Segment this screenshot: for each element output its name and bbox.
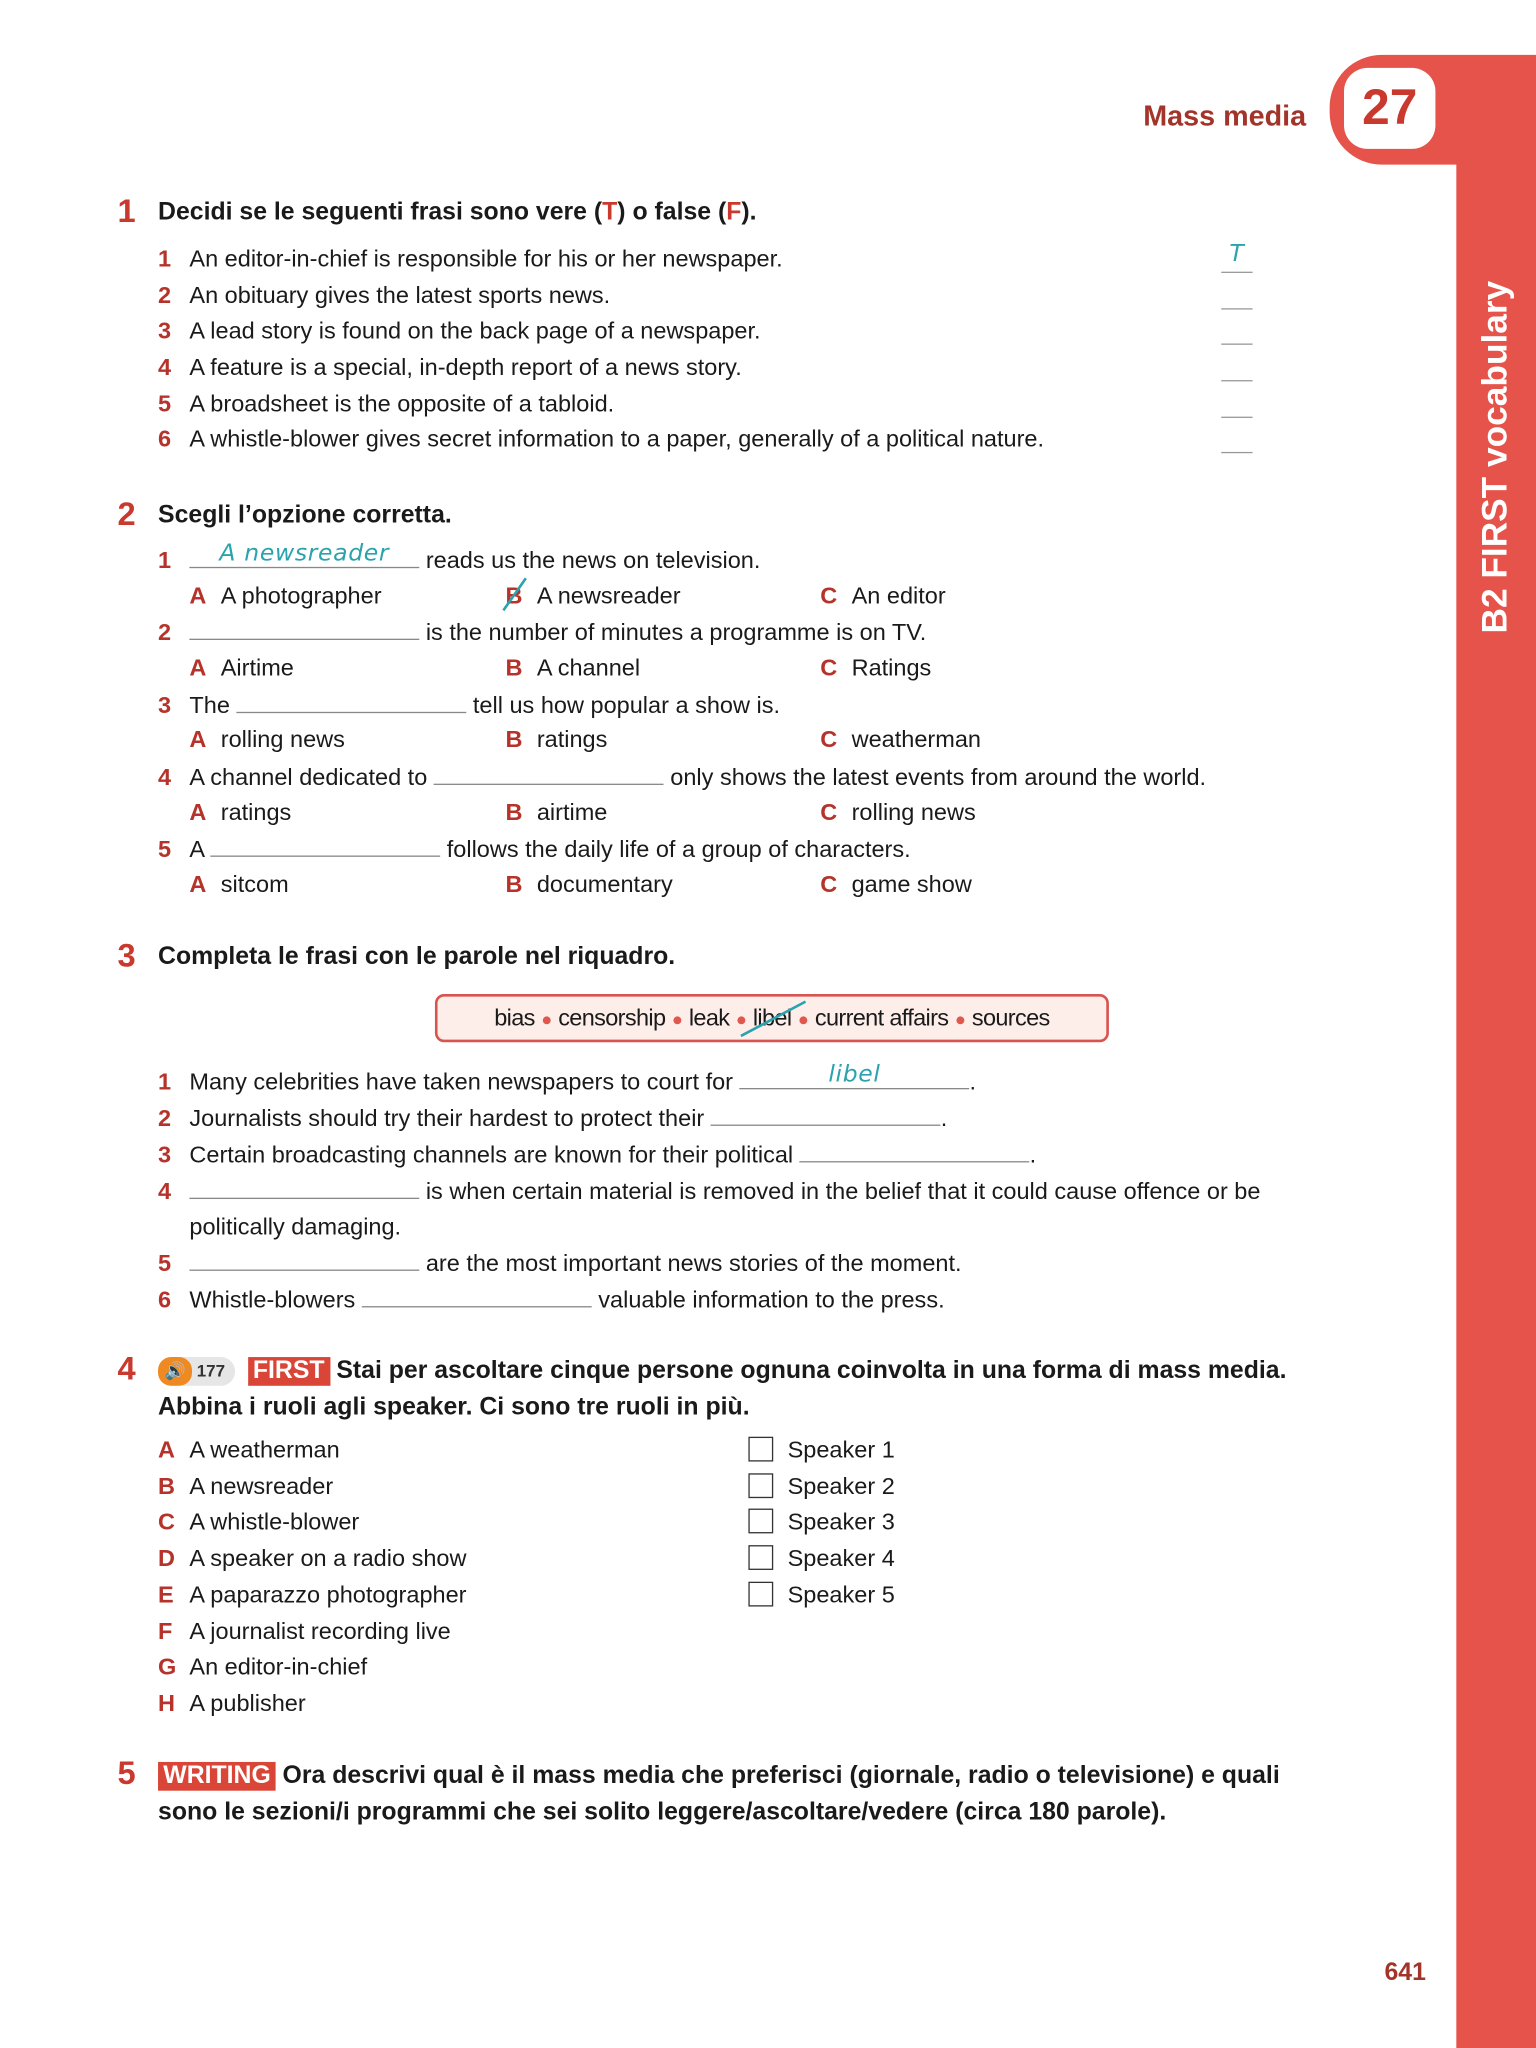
option-a[interactable]: A ratings xyxy=(189,798,292,825)
sentence-item: 2 Journalists should try their hardest to protect their . xyxy=(158,1101,947,1134)
bullet-icon: ● xyxy=(541,1008,552,1030)
first-badge: FIRST xyxy=(248,1357,330,1386)
option-a[interactable]: A Airtime xyxy=(189,654,294,681)
speaker-label: Speaker 4 xyxy=(787,1545,895,1572)
answer-blank[interactable] xyxy=(189,616,419,641)
exercise-title: WRITING Ora descrivi qual è il mass media che preferisci (giornale, radio o televisione) e quali xyxy=(158,1759,1280,1793)
bullet-icon: ● xyxy=(954,1008,966,1030)
bullet-icon: ● xyxy=(671,1008,683,1030)
statement-item: 1 An editor-in-chief is responsible for his or her newspaper. xyxy=(158,245,783,272)
option-b[interactable]: B ratings xyxy=(505,726,608,753)
exercise-title: Scegli l’opzione corretta. xyxy=(158,501,452,529)
word-option: leak xyxy=(688,1004,730,1031)
question-item: 3 The tell us how popular a show is. xyxy=(158,688,780,721)
speaker-label: Speaker 1 xyxy=(787,1436,895,1463)
speaker-checkbox[interactable] xyxy=(748,1437,773,1462)
sentence-continuation: politically damaging. xyxy=(189,1213,402,1240)
question-item: 4 A channel dedicated to only shows the latest events from around the world. xyxy=(158,760,1206,793)
exercise-number: 5 xyxy=(117,1755,136,1792)
handwritten-answer: T xyxy=(1229,240,1245,268)
true-false-blank[interactable] xyxy=(1221,452,1252,453)
answer-blank[interactable] xyxy=(189,539,419,568)
option-c[interactable]: C weatherman xyxy=(820,726,981,753)
role-item: C A whistle-blower xyxy=(158,1509,360,1536)
option-b[interactable]: B A newsreader xyxy=(505,580,680,611)
sentence-item: 6 Whistle-blowers valuable information to the press. xyxy=(158,1283,945,1316)
answer-blank[interactable] xyxy=(711,1101,941,1126)
unit-number-badge xyxy=(1344,68,1435,149)
role-item: F A journalist recording live xyxy=(158,1617,451,1644)
true-false-blank[interactable] xyxy=(1221,417,1252,418)
speaker-checkbox[interactable] xyxy=(748,1545,773,1570)
word-box xyxy=(435,994,1109,1042)
track-number: 177 xyxy=(196,1360,226,1381)
statement-item: 3 A lead story is found on the back page of a newspaper. xyxy=(158,317,761,344)
option-b[interactable]: B documentary xyxy=(505,871,673,898)
speaker-checkbox[interactable] xyxy=(748,1581,773,1606)
answer-blank[interactable] xyxy=(362,1283,592,1308)
bullet-icon: ● xyxy=(735,1008,747,1030)
exercise-number: 3 xyxy=(117,937,136,975)
role-item: B A newsreader xyxy=(158,1472,334,1500)
option-b[interactable]: B A channel xyxy=(505,654,641,681)
option-a[interactable]: A A photographer xyxy=(189,582,382,609)
statement-item: 6 A whistle-blower gives secret information to a paper, generally of a political nature. xyxy=(158,425,1045,452)
option-a[interactable]: A rolling news xyxy=(189,726,345,753)
answer-blank[interactable] xyxy=(210,832,440,857)
exercise-title: 🔊 177 FIRST Stai per ascoltare cinque persone ognuna coinvolta in una forma di mass media. xyxy=(158,1354,1286,1388)
page-number: 641 xyxy=(1384,1959,1426,1987)
audio-track-badge[interactable] xyxy=(158,1357,235,1386)
exercise-title-line2: Abbina i ruoli agli speaker. Ci sono tre ruoli in più. xyxy=(158,1393,750,1422)
exercise-number: 1 xyxy=(117,193,136,230)
writing-badge: WRITING xyxy=(158,1762,276,1791)
side-label: B2 FIRST vocabulary xyxy=(1475,280,1515,634)
option-b[interactable]: B airtime xyxy=(505,798,608,825)
option-c[interactable]: C game show xyxy=(820,871,972,898)
handwritten-answer: libel xyxy=(828,1060,881,1088)
speaker-icon: 🔊 xyxy=(158,1357,192,1386)
speaker-label: Speaker 2 xyxy=(787,1472,895,1500)
role-item: H A publisher xyxy=(158,1689,306,1717)
role-item: D A speaker on a radio show xyxy=(158,1545,467,1572)
sentence-item: 3 Certain broadcasting channels are known for their political . xyxy=(158,1138,1036,1171)
handwritten-answer: A newsreader xyxy=(219,539,390,567)
exercise-number: 4 xyxy=(117,1350,136,1388)
statement-item: 2 An obituary gives the latest sports news. xyxy=(158,282,611,309)
word-option: libel xyxy=(752,1004,792,1031)
role-item: A A weatherman xyxy=(158,1436,340,1463)
speaker-label: Speaker 5 xyxy=(787,1581,895,1608)
exercise-number: 2 xyxy=(117,496,136,533)
true-false-blank[interactable] xyxy=(1221,380,1252,381)
sentence-item: 4 is when certain material is removed in the belief that it could cause offence or be xyxy=(158,1174,1260,1207)
role-item: E A paparazzo photographer xyxy=(158,1581,467,1608)
unit-number: 27 xyxy=(1362,80,1418,136)
true-false-blank[interactable] xyxy=(1221,272,1252,273)
unit-title: Mass media xyxy=(1143,99,1307,132)
role-item: G An editor-in-chief xyxy=(158,1653,368,1680)
answer-blank[interactable] xyxy=(740,1060,970,1089)
bullet-icon: ● xyxy=(797,1008,809,1030)
exercise-title: Completa le frasi con le parole nel riquadro. xyxy=(158,943,676,971)
option-c[interactable]: C rolling news xyxy=(820,798,976,825)
answer-blank[interactable] xyxy=(189,1246,419,1271)
speaker-checkbox[interactable] xyxy=(748,1509,773,1534)
answer-blank[interactable] xyxy=(434,760,664,785)
question-item: 1 A newsreader reads us the news on television. xyxy=(158,539,761,574)
statement-item: 4 A feature is a special, in-depth report of a news story. xyxy=(158,353,742,381)
sentence-item: 5 are the most important news stories of the moment. xyxy=(158,1246,962,1279)
true-false-blank[interactable] xyxy=(1221,344,1252,345)
speaker-checkbox[interactable] xyxy=(748,1473,773,1498)
word-option: current affairs xyxy=(814,1004,949,1031)
option-c[interactable]: C An editor xyxy=(820,582,946,609)
answer-blank[interactable] xyxy=(236,688,466,713)
option-c[interactable]: C Ratings xyxy=(820,654,932,681)
answer-blank[interactable] xyxy=(800,1138,1030,1163)
word-option: bias xyxy=(494,1004,535,1031)
true-false-blank[interactable] xyxy=(1221,308,1252,309)
speaker-label: Speaker 3 xyxy=(787,1509,895,1536)
exercise-title-line2: sono le sezioni/i programmi che sei solito leggere/ascoltare/vedere (circa 180 parole). xyxy=(158,1798,1167,1826)
exercise-title: Decidi se le seguenti frasi sono vere (T) o false (F). xyxy=(158,198,757,226)
word-option: censorship xyxy=(558,1004,666,1031)
word-option: sources xyxy=(971,1004,1050,1031)
answer-blank[interactable] xyxy=(189,1174,419,1199)
option-a[interactable]: A sitcom xyxy=(189,871,289,898)
sentence-item: 1 Many celebrities have taken newspapers to court for libel . xyxy=(158,1060,976,1095)
statement-item: 5 A broadsheet is the opposite of a tabloid. xyxy=(158,390,615,417)
question-item: 5 A follows the daily life of a group of characters. xyxy=(158,832,911,865)
question-item: 2 is the number of minutes a programme is on TV. xyxy=(158,616,926,649)
